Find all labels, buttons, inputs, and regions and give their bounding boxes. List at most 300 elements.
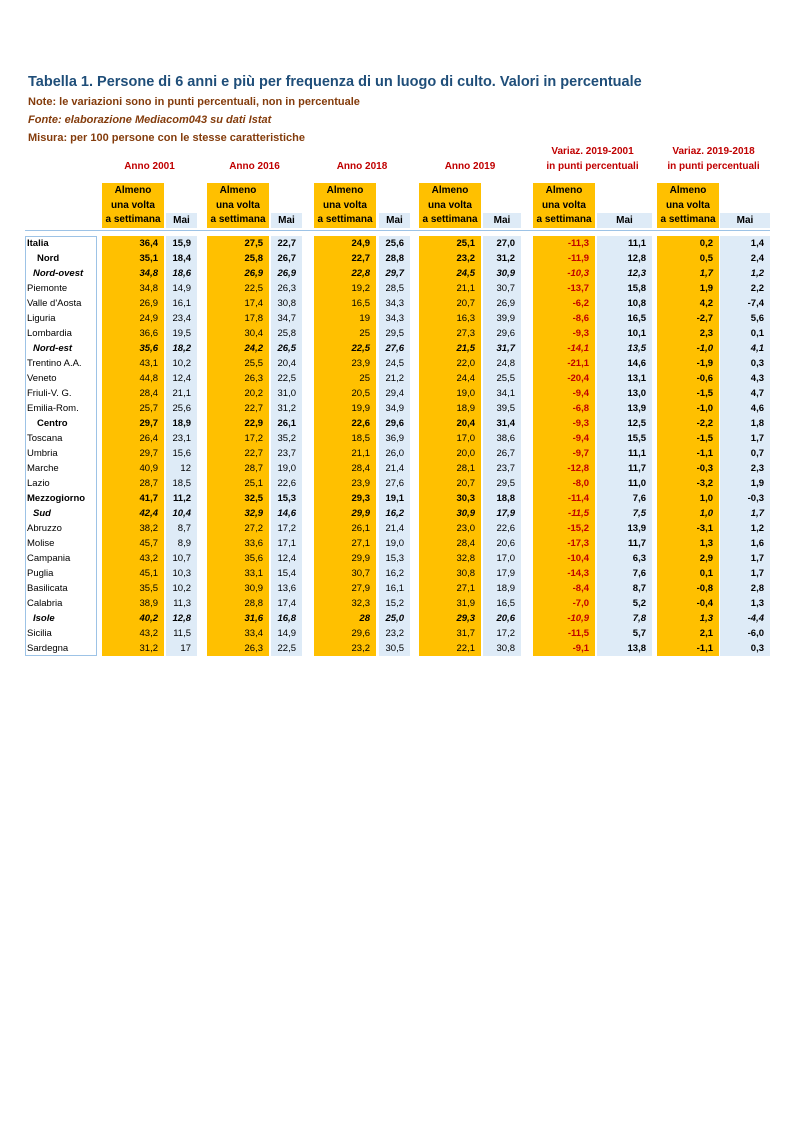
mai-cell: 2,2 — [750, 283, 764, 294]
almeno-cell: -0,4 — [696, 598, 713, 609]
mai-cell: 31,4 — [496, 418, 515, 429]
almeno-cell: 42,4 — [139, 508, 158, 519]
table-row — [0, 401, 800, 416]
mai-cell: 1,6 — [750, 538, 764, 549]
almeno-cell: -1,1 — [696, 448, 713, 459]
almeno-cell: 36,6 — [139, 328, 158, 339]
mai-cell: 15,6 — [172, 448, 191, 459]
mai-cell: 11,3 — [173, 598, 191, 609]
mai-cell: 4,3 — [750, 373, 764, 384]
almeno-header-line: a settimana — [536, 214, 592, 225]
almeno-cell: 22,9 — [244, 418, 263, 429]
row-label: Puglia — [27, 568, 54, 579]
almeno-cell: -2,2 — [696, 418, 713, 429]
table-row — [0, 416, 800, 431]
almeno-cell: 29,9 — [351, 553, 370, 564]
almeno-cell: 20,4 — [456, 418, 475, 429]
almeno-cell: -10,3 — [567, 268, 589, 279]
mai-cell: 14,6 — [277, 508, 296, 519]
almeno-cell: 23,2 — [351, 643, 370, 654]
mai-cell: 11,7 — [628, 538, 646, 549]
mai-cell: 19,5 — [172, 328, 191, 339]
mai-cell: 15,5 — [627, 433, 646, 444]
row-label: Trentino A.A. — [27, 358, 82, 369]
almeno-cell: 23,9 — [351, 358, 370, 369]
almeno-cell: 26,4 — [139, 433, 158, 444]
row-label: Lazio — [27, 478, 50, 489]
almeno-cell: 22,1 — [456, 643, 475, 654]
mai-cell: 21,4 — [385, 463, 404, 474]
almeno-cell: 29,3 — [456, 613, 475, 624]
mai-cell: 34,7 — [277, 313, 296, 324]
almeno-cell: 26,9 — [139, 298, 158, 309]
almeno-cell: 1,9 — [699, 283, 713, 294]
almeno-cell: 30,3 — [456, 493, 475, 504]
mai-cell: 1,7 — [750, 508, 764, 519]
almeno-cell: 44,8 — [139, 373, 158, 384]
almeno-cell: 40,9 — [139, 463, 158, 474]
almeno-header-line: a settimana — [210, 214, 266, 225]
mai-cell: 26,9 — [496, 298, 515, 309]
almeno-cell: 22,5 — [244, 283, 263, 294]
mai-cell: 11,7 — [628, 463, 646, 474]
almeno-cell: 28 — [359, 613, 370, 624]
mai-cell: 31,0 — [277, 388, 296, 399]
mai-cell: 4,6 — [750, 403, 764, 414]
mai-cell: 1,7 — [750, 568, 764, 579]
almeno-header-line: una volta — [542, 199, 586, 211]
mai-cell: 30,8 — [496, 643, 515, 654]
mai-cell: 15,9 — [172, 238, 191, 249]
almeno-cell: -0,3 — [696, 463, 713, 474]
almeno-cell: 27,5 — [244, 238, 263, 249]
almeno-cell: 23,9 — [351, 478, 370, 489]
mai-cell: 18,6 — [172, 268, 191, 279]
almeno-header — [314, 184, 376, 228]
table-row — [0, 551, 800, 566]
mai-cell: 18,8 — [496, 493, 515, 504]
almeno-cell: -1,0 — [696, 343, 713, 354]
mai-cell: 25,0 — [385, 613, 404, 624]
almeno-cell: 20,2 — [244, 388, 263, 399]
mai-cell: 16,8 — [277, 613, 296, 624]
table-row — [0, 386, 800, 401]
row-label: Isole — [33, 613, 55, 624]
mai-cell: 29,6 — [385, 418, 404, 429]
almeno-cell: 19,2 — [351, 283, 370, 294]
table-row — [0, 266, 800, 281]
table-body — [0, 236, 800, 656]
mai-cell: 15,3 — [385, 553, 404, 564]
row-label: Basilicata — [27, 583, 68, 594]
mai-cell: 24,8 — [496, 358, 515, 369]
note-variations: Note: le variazioni sono in punti percentuali, non in percentuale — [28, 96, 360, 108]
mai-cell: 13,0 — [627, 388, 646, 399]
almeno-cell: 28,1 — [456, 463, 475, 474]
almeno-header-line: Almeno — [326, 185, 364, 196]
mai-cell: 5,6 — [750, 313, 764, 324]
almeno-cell: -0,6 — [696, 373, 713, 384]
mai-cell: 21,4 — [385, 523, 404, 534]
table-row — [0, 641, 800, 656]
almeno-header-line: a settimana — [317, 214, 373, 225]
almeno-cell: 31,7 — [456, 628, 475, 639]
mai-cell: 12,8 — [172, 613, 191, 624]
mai-cell: 1,2 — [750, 523, 764, 534]
almeno-cell: 24,4 — [456, 373, 475, 384]
mai-cell: 22,6 — [496, 523, 515, 534]
almeno-cell: -20,4 — [567, 373, 589, 384]
mai-cell: 7,8 — [632, 613, 646, 624]
almeno-cell: 33,6 — [244, 538, 263, 549]
mai-cell: -7,4 — [747, 298, 764, 309]
mai-cell: 17,9 — [496, 568, 515, 579]
row-label: Abruzzo — [27, 523, 62, 534]
almeno-cell: -11,4 — [567, 493, 589, 504]
mai-cell: 31,7 — [496, 343, 515, 354]
almeno-header-line: Almeno — [431, 185, 469, 196]
almeno-cell: -9,4 — [572, 388, 589, 399]
mai-cell: 28,5 — [385, 283, 404, 294]
row-label: Sardegna — [27, 643, 69, 654]
almeno-cell: -11,5 — [568, 508, 589, 519]
almeno-cell: 18,9 — [456, 403, 475, 414]
group-header-line1: Variaz. 2019-2018 — [672, 146, 755, 157]
almeno-cell: 19,0 — [456, 388, 475, 399]
mai-cell: 26,7 — [496, 448, 515, 459]
mai-cell: 17,9 — [496, 508, 515, 519]
almeno-cell: 16,3 — [456, 313, 475, 324]
row-label: Sicilia — [27, 628, 52, 639]
mai-cell: 15,3 — [277, 493, 296, 504]
mai-cell: 16,5 — [496, 598, 515, 609]
table-row — [0, 281, 800, 296]
almeno-cell: 22,0 — [456, 358, 475, 369]
almeno-cell: 1,0 — [699, 493, 713, 504]
almeno-cell: -9,3 — [572, 418, 589, 429]
mai-cell: 1,3 — [750, 598, 764, 609]
almeno-cell: 27,2 — [244, 523, 263, 534]
mai-cell: 2,3 — [750, 463, 764, 474]
almeno-cell: 28,4 — [351, 463, 370, 474]
almeno-cell: -21,1 — [567, 358, 589, 369]
mai-cell: 19,0 — [385, 538, 404, 549]
almeno-cell: -13,7 — [567, 283, 589, 294]
almeno-cell: 33,4 — [244, 628, 263, 639]
mai-cell: 16,2 — [385, 568, 404, 579]
mai-cell: 26,9 — [277, 268, 296, 279]
table-row — [0, 296, 800, 311]
mai-cell: 30,7 — [496, 283, 515, 294]
almeno-cell: 0,5 — [699, 253, 713, 264]
row-label: Umbria — [27, 448, 58, 459]
almeno-header-line: Almeno — [669, 185, 707, 196]
almeno-cell: 26,3 — [244, 643, 263, 654]
mai-cell: 30,9 — [496, 268, 515, 279]
almeno-cell: 27,3 — [456, 328, 475, 339]
mai-cell: 36,9 — [385, 433, 404, 444]
mai-cell: 26,0 — [385, 448, 404, 459]
group-header: Anno 2018 — [336, 161, 388, 172]
almeno-cell: 2,3 — [699, 328, 713, 339]
mai-cell: 13,5 — [627, 343, 646, 354]
mai-cell: 5,2 — [632, 598, 646, 609]
almeno-cell: -1,5 — [696, 433, 713, 444]
mai-cell: 17,4 — [277, 598, 296, 609]
mai-cell: 17,2 — [496, 628, 515, 639]
almeno-cell: 29,7 — [139, 418, 158, 429]
almeno-cell: 1,3 — [699, 613, 713, 624]
almeno-header — [419, 184, 481, 228]
almeno-cell: -11,9 — [567, 253, 589, 264]
almeno-cell: 35,1 — [139, 253, 158, 264]
mai-cell: 22,6 — [277, 478, 296, 489]
mai-cell: -6,0 — [747, 628, 764, 639]
almeno-header — [207, 184, 269, 228]
almeno-cell: 31,2 — [139, 643, 158, 654]
mai-cell: 27,0 — [496, 238, 515, 249]
mai-cell: 18,9 — [496, 583, 515, 594]
mai-cell: 25,5 — [496, 373, 515, 384]
row-label: Nord-ovest — [33, 268, 84, 279]
mai-cell: 17 — [180, 643, 191, 654]
almeno-cell: 2,1 — [699, 628, 713, 639]
almeno-cell: 24,9 — [351, 238, 370, 249]
mai-cell: 23,4 — [172, 313, 191, 324]
mai-cell: 11,1 — [628, 238, 646, 249]
mai-cell: 15,8 — [627, 283, 646, 294]
almeno-cell: 22,7 — [244, 403, 263, 414]
mai-cell: 23,1 — [172, 433, 191, 444]
row-label: Sud — [33, 508, 51, 519]
almeno-cell: -9,4 — [572, 433, 589, 444]
group-header: Anno 2019 — [444, 161, 496, 172]
almeno-cell: 26,9 — [244, 268, 263, 279]
almeno-cell: 20,0 — [456, 448, 475, 459]
almeno-cell: 27,1 — [351, 538, 370, 549]
row-label: Lombardia — [27, 328, 72, 339]
almeno-header — [533, 184, 595, 228]
mai-cell: 12,5 — [627, 418, 646, 429]
mai-cell: 13,6 — [277, 583, 296, 594]
mai-cell: 12 — [180, 463, 191, 474]
mai-cell: 18,9 — [172, 418, 191, 429]
mai-cell: 30,8 — [277, 298, 296, 309]
almeno-cell: 29,3 — [351, 493, 370, 504]
mai-cell: 13,9 — [627, 403, 646, 414]
mai-cell: 18,5 — [172, 478, 191, 489]
mai-cell: 11,1 — [628, 448, 646, 459]
note-source: Fonte: elaborazione Mediacom043 su dati Istat — [28, 114, 272, 126]
table-row — [0, 626, 800, 641]
almeno-cell: 43,2 — [139, 553, 158, 564]
mai-cell: 34,3 — [385, 313, 404, 324]
mai-cell: 21,1 — [172, 388, 191, 399]
almeno-cell: 17,8 — [244, 313, 263, 324]
mai-cell: 13,9 — [627, 523, 646, 534]
almeno-cell: 17,2 — [244, 433, 263, 444]
mai-cell: 18,2 — [172, 343, 191, 354]
almeno-cell: 21,1 — [351, 448, 370, 459]
mai-cell: 22,5 — [277, 373, 296, 384]
row-label: Calabria — [27, 598, 63, 609]
table-row — [0, 521, 800, 536]
almeno-cell: 26,1 — [351, 523, 370, 534]
mai-cell: 29,5 — [496, 478, 515, 489]
almeno-cell: 43,1 — [139, 358, 158, 369]
almeno-cell: 21,5 — [456, 343, 475, 354]
almeno-cell: 4,2 — [699, 298, 713, 309]
mai-cell: 14,9 — [172, 283, 191, 294]
almeno-cell: 24,2 — [244, 343, 263, 354]
row-label: Molise — [27, 538, 55, 549]
mai-cell: -4,4 — [747, 613, 764, 624]
mai-cell: 26,1 — [277, 418, 296, 429]
row-label: Friuli-V. G. — [27, 388, 72, 399]
mai-cell: 1,7 — [750, 553, 764, 564]
mai-cell: 29,5 — [385, 328, 404, 339]
mai-cell: 26,5 — [277, 343, 296, 354]
group-header: Anno 2016 — [229, 161, 280, 172]
mai-cell: 34,1 — [496, 388, 515, 399]
table-row — [0, 491, 800, 506]
mai-cell: 25,6 — [172, 403, 191, 414]
mai-cell: 1,2 — [750, 268, 764, 279]
row-label: Marche — [27, 463, 59, 474]
mai-cell: 16,5 — [627, 313, 646, 324]
row-label: Campania — [27, 553, 71, 564]
almeno-cell: -1,5 — [696, 388, 713, 399]
almeno-cell: 16,5 — [351, 298, 370, 309]
almeno-cell: 18,5 — [351, 433, 370, 444]
mai-cell: 29,4 — [385, 388, 404, 399]
mai-cell: 25,8 — [277, 328, 296, 339]
almeno-cell: 28,7 — [139, 478, 158, 489]
almeno-cell: -11,5 — [567, 628, 589, 639]
mai-cell: 15,4 — [277, 568, 296, 579]
table-row — [0, 536, 800, 551]
mai-cell: 10,2 — [172, 358, 191, 369]
almeno-cell: 31,6 — [244, 613, 263, 624]
mai-cell: 25,6 — [385, 238, 404, 249]
almeno-cell: -12,8 — [567, 463, 589, 474]
almeno-cell: 20,7 — [456, 298, 475, 309]
almeno-cell: 29,9 — [351, 508, 370, 519]
mai-cell: 13,8 — [627, 643, 646, 654]
table-row — [0, 371, 800, 386]
almeno-cell: -3,2 — [696, 478, 713, 489]
mai-cell: 1,4 — [750, 238, 764, 249]
almeno-cell: -3,1 — [696, 523, 713, 534]
mai-cell: 16,1 — [385, 583, 404, 594]
mai-cell: 30,5 — [385, 643, 404, 654]
mai-cell: 11,2 — [173, 493, 191, 504]
almeno-cell: 0,1 — [699, 568, 713, 579]
row-label: Veneto — [27, 373, 57, 384]
mai-cell: 10,7 — [172, 553, 191, 564]
mai-cell: 7,5 — [632, 508, 646, 519]
almeno-cell: 25,5 — [244, 358, 263, 369]
mai-cell: 0,3 — [750, 643, 764, 654]
mai-cell: 6,3 — [632, 553, 646, 564]
table-row — [0, 431, 800, 446]
mai-cell: 7,6 — [632, 568, 646, 579]
almeno-cell: 24,5 — [456, 268, 475, 279]
almeno-cell: -10,4 — [567, 553, 589, 564]
almeno-cell: 30,8 — [456, 568, 475, 579]
mai-cell: 22,7 — [277, 238, 296, 249]
mai-cell: 17,1 — [277, 538, 296, 549]
almeno-cell: 20,5 — [351, 388, 370, 399]
mai-cell: 21,2 — [385, 373, 404, 384]
mai-cell: 12,4 — [172, 373, 191, 384]
almeno-cell: 25 — [359, 373, 370, 384]
almeno-cell: 30,9 — [244, 583, 263, 594]
mai-cell: 7,6 — [632, 493, 646, 504]
almeno-header — [657, 184, 719, 228]
almeno-cell: 27,1 — [456, 583, 475, 594]
mai-cell: 2,8 — [750, 583, 764, 594]
mai-cell: 20,4 — [277, 358, 296, 369]
mai-cell: 39,5 — [496, 403, 515, 414]
almeno-header-line: Almeno — [545, 185, 583, 196]
mai-cell: 10,8 — [627, 298, 646, 309]
almeno-cell: 19,9 — [351, 403, 370, 414]
almeno-header-line: una volta — [216, 199, 260, 211]
mai-cell: 5,7 — [632, 628, 646, 639]
almeno-cell: 28,7 — [244, 463, 263, 474]
mai-cell: 34,3 — [385, 298, 404, 309]
mai-cell: 23,7 — [277, 448, 296, 459]
almeno-cell: 32,8 — [456, 553, 475, 564]
almeno-cell: 45,1 — [139, 568, 158, 579]
almeno-cell: 35,6 — [139, 343, 158, 354]
mai-cell: -0,3 — [747, 493, 764, 504]
row-label: Nord-est — [33, 343, 73, 354]
almeno-cell: 25,7 — [139, 403, 158, 414]
table-title: Tabella 1. Persone di 6 anni e più per frequenza di un luogo di culto. Valori in percentuale — [28, 74, 642, 90]
almeno-cell: 22,6 — [351, 418, 370, 429]
almeno-cell: 30,4 — [244, 328, 263, 339]
mai-cell: 29,6 — [496, 328, 515, 339]
mai-cell: 12,4 — [277, 553, 296, 564]
almeno-cell: -8,6 — [572, 313, 589, 324]
mai-cell: 13,1 — [627, 373, 646, 384]
group-header-line1: Variaz. 2019-2001 — [551, 146, 634, 157]
note-measure: Misura: per 100 persone con le stesse caratteristiche — [28, 132, 305, 144]
mai-cell: 11,0 — [628, 478, 646, 489]
mai-cell: 0,1 — [750, 328, 764, 339]
almeno-cell: -2,7 — [696, 313, 713, 324]
mai-cell: 18,4 — [172, 253, 191, 264]
almeno-cell: -17,3 — [567, 538, 589, 549]
row-label: Valle d'Aosta — [27, 298, 82, 309]
almeno-header-line: Almeno — [219, 185, 257, 196]
mai-cell: 10,4 — [172, 508, 191, 519]
almeno-cell: 24,9 — [139, 313, 158, 324]
almeno-cell: -1,9 — [696, 358, 713, 369]
mai-cell: 27,6 — [385, 343, 404, 354]
mai-cell: 38,6 — [496, 433, 515, 444]
almeno-cell: 17,0 — [456, 433, 475, 444]
mai-cell: 0,3 — [750, 358, 764, 369]
table-row — [0, 566, 800, 581]
group-header: Anno 2001 — [124, 161, 175, 172]
almeno-cell: 19 — [359, 313, 370, 324]
almeno-cell: 17,4 — [244, 298, 263, 309]
mai-cell: 8,7 — [632, 583, 646, 594]
almeno-cell: -6,8 — [572, 403, 589, 414]
